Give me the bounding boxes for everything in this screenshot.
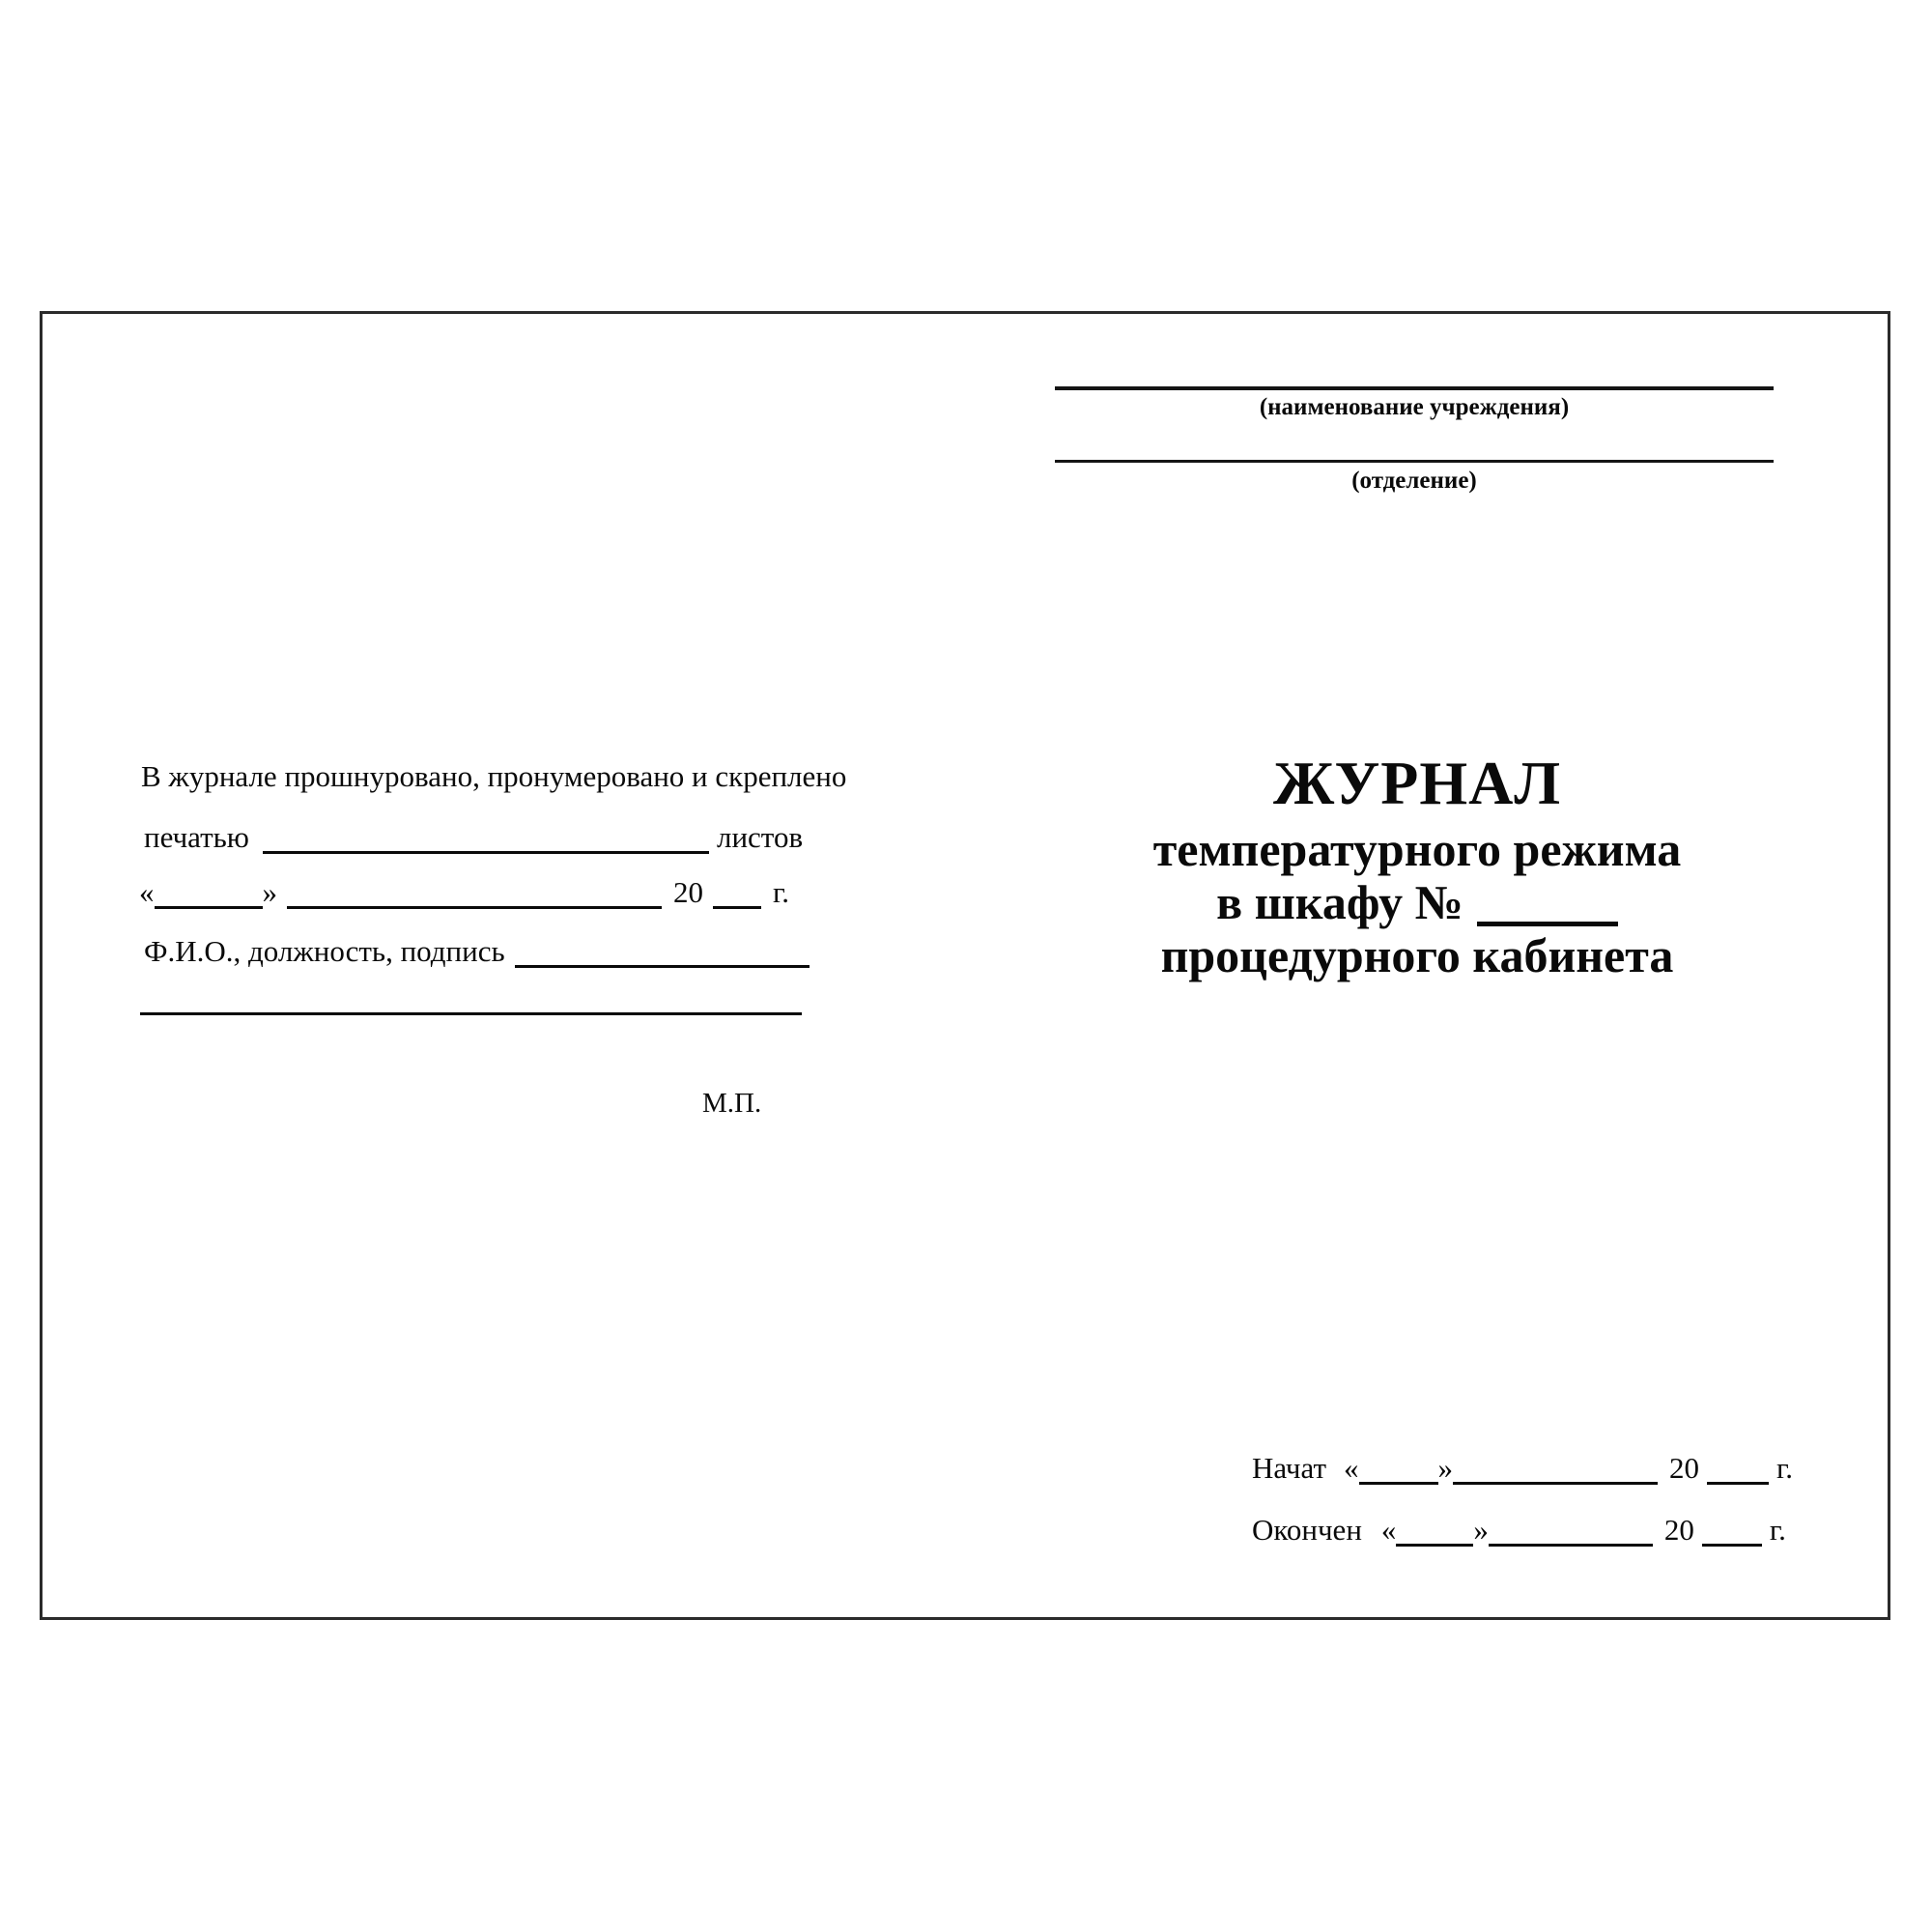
department-underline (1055, 460, 1774, 463)
year-prefix: 20 (1669, 1451, 1700, 1485)
title-subject-line: температурного режима (1152, 822, 1682, 876)
finished-year-blank (1702, 1544, 1762, 1547)
close-quote: » (262, 875, 277, 909)
fio-blank (515, 965, 810, 968)
sheets-label: листов (716, 820, 804, 854)
stamp-mark: М.П. (702, 1088, 762, 1119)
binding-statement: В журнале прошнуровано, пронумеровано и скреплено (141, 759, 847, 793)
open-quote: « (139, 875, 155, 909)
started-year-blank (1707, 1482, 1769, 1485)
year-prefix: 20 (1663, 1513, 1694, 1547)
seal-date-row (139, 875, 789, 910)
seal-blank (263, 851, 709, 854)
cabinet-number-line (1063, 876, 1772, 929)
fio-label: Ф.И.О., должность, подпись (144, 934, 505, 968)
cabinet-number-label: в шкафу № (1216, 875, 1463, 929)
year-suffix: г. (773, 875, 789, 909)
finished-day-blank (1396, 1544, 1473, 1547)
seal-row (144, 820, 803, 855)
month-blank (287, 906, 662, 909)
institution-caption: (наименование учреждения) (1259, 394, 1570, 420)
year-suffix: г. (1769, 1513, 1786, 1547)
started-day-blank (1359, 1482, 1438, 1485)
finished-month-blank (1489, 1544, 1653, 1547)
journal-title-block (1063, 750, 1772, 982)
finished-row (1252, 1513, 1786, 1548)
title-room-line: процедурного кабинета (1160, 928, 1674, 982)
journal-title: ЖУРНАЛ (1272, 749, 1562, 817)
day-blank (155, 906, 263, 909)
department-caption: (отделение) (1351, 468, 1477, 494)
close-quote: » (1437, 1451, 1454, 1485)
fio-row (144, 934, 810, 969)
year-blank (713, 906, 761, 909)
started-label: Начат (1252, 1451, 1327, 1485)
cabinet-number-blank (1477, 922, 1618, 926)
year-suffix: г. (1776, 1451, 1793, 1485)
started-row (1252, 1451, 1793, 1486)
seal-label: печатью (144, 820, 249, 854)
open-quote: « (1344, 1451, 1359, 1485)
institution-underline (1055, 386, 1774, 390)
open-quote: « (1380, 1513, 1397, 1547)
finished-label: Окончен (1252, 1513, 1362, 1547)
year-prefix: 20 (673, 875, 703, 909)
started-month-blank (1453, 1482, 1658, 1485)
signature-underline (140, 1012, 802, 1015)
close-quote: » (1473, 1513, 1489, 1547)
